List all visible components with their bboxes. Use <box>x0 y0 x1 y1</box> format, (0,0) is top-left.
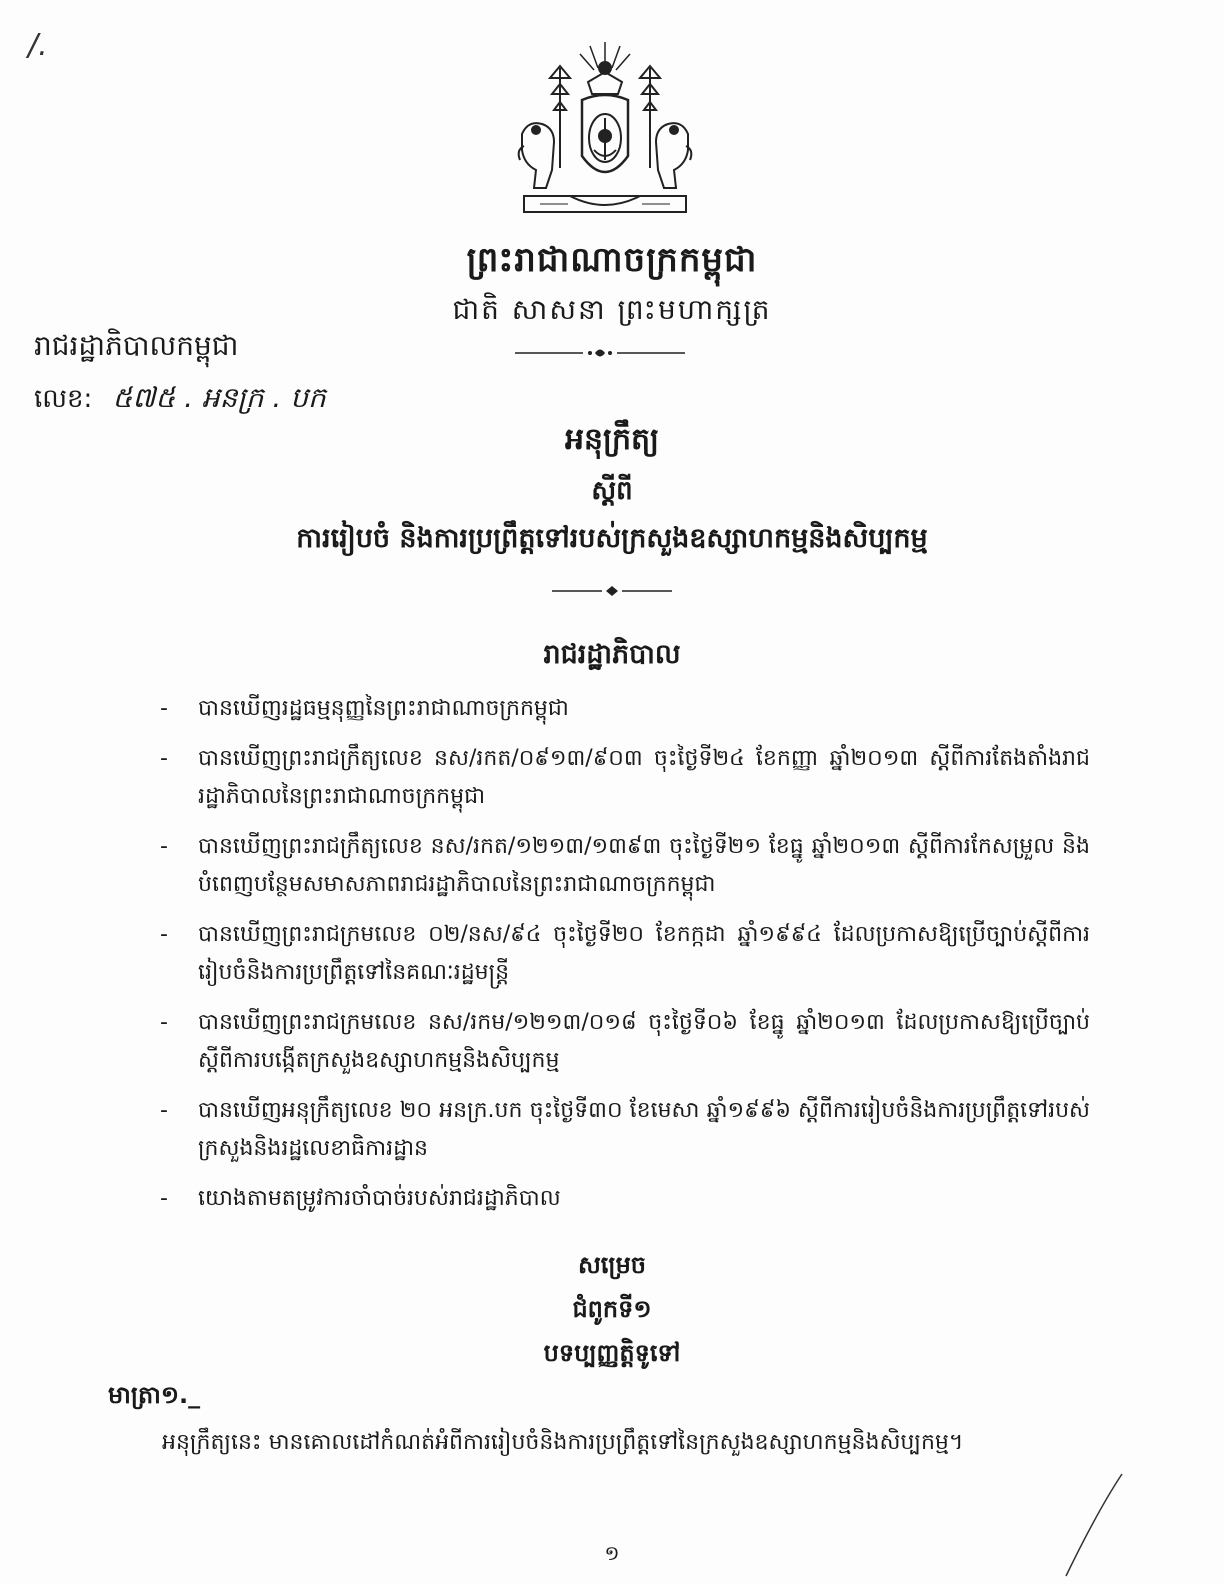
ornament-divider-icon <box>515 346 685 360</box>
reference-number-label: លេខ: <box>34 384 93 414</box>
corner-handwritten-mark: /. <box>28 28 48 63</box>
chapter-title: បទប្បញ្ញត្តិទូទៅ <box>543 1339 681 1367</box>
document-type: អនុក្រឹត្យ <box>564 422 660 457</box>
page-number: ១ <box>604 1541 620 1565</box>
list-item: - បានឃើញព្រះរាជក្រឹត្យលេខ នស/រកត/០៩១៣/៩០៣ ចុះថ្ងៃទី២៤ ខែកញ្ញា ឆ្នាំ២០១៣ ស្តីពីការតែងតាំងរាជរដ្ឋាភិបាលនៃព្រះរាជាណាចក្រកម្ពុជា <box>160 746 1090 809</box>
list-item: - យោងតាមតម្រូវការចាំបាច់របស់រាជរដ្ឋាភិបាល <box>160 1186 561 1211</box>
list-item: - បានឃើញព្រះរាជក្រមលេខ ០២/នស/៩៤ ចុះថ្ងៃទី២០ ខែកក្កដា ឆ្នាំ១៩៩៤ ដែលប្រកាសឱ្យប្រើច្បាប់ស្តីពីការរៀបចំនិងការប្រព្រឹត្តទៅនៃគណៈរដ្ឋមន្ត្រី <box>160 922 1090 985</box>
list-item: - បានឃើញអនុក្រឹត្យលេខ ២០ អនក្រ.បក ចុះថ្ងៃទី៣០ ខែមេសា ឆ្នាំ១៩៩៦ ស្តីពីការរៀបចំនិងការប្រព្រឹត្តទៅរបស់ក្រសួងនិងរដ្ឋលេខាធិការដ្ឋាន <box>160 1098 1090 1161</box>
article-label: មាត្រា១._ <box>108 1381 201 1409</box>
issuing-government: រាជរដ្ឋាភិបាលកម្ពុជា <box>34 329 239 362</box>
royal-emblem-icon <box>510 38 700 218</box>
signature-stroke-icon <box>1058 1470 1128 1580</box>
kingdom-name: ព្រះរាជាណាចក្រកម្ពុជា <box>466 240 758 280</box>
list-item: - បានឃើញរដ្ឋធម្មនុញ្ញនៃព្រះរាជាណាចក្រកម្ពុជា <box>160 696 569 721</box>
list-item: - បានឃើញព្រះរាជក្រឹត្យលេខ នស/រកត/១២១៣/១៣៩៣ ចុះថ្ងៃទី២១ ខែធ្នូ ឆ្នាំ២០១៣ ស្តីពីការកែសម្រួល និងបំពេញបន្ថែមសមាសភាពរាជរដ្ឋាភិបាលនៃព្រះរាជាណាចក្រកម្ពុជា <box>160 834 1090 897</box>
preamble-list <box>160 690 1090 1230</box>
chapter-number: ជំពូកទី១ <box>572 1295 652 1323</box>
article-body: អនុក្រឹត្យនេះ មានគោលដៅកំណត់អំពីការរៀបចំនិងការប្រព្រឹត្តទៅនៃក្រសួងឧស្សាហកម្មនិងសិប្បកម្ម។ <box>162 1430 964 1455</box>
national-motto: ជាតិ សាសនា ព្រះមហាក្សត្រ <box>452 293 772 326</box>
list-item: - បានឃើញព្រះរាជក្រមលេខ នស/រកម/១២១៣/០១៨ ចុះថ្ងៃទី០៦ ខែធ្នូ ឆ្នាំ២០១៣ ដែលប្រកាសឱ្យប្រើច្បាប់ស្តីពីការបង្កើតក្រសួងឧស្សាហកម្មនិងសិប្បកម្ម <box>160 1010 1090 1073</box>
government-heading: រាជរដ្ឋាភិបាល <box>543 639 681 670</box>
document-subject: ការរៀបចំ និងការប្រព្រឹត្តទៅរបស់ក្រសួងឧស្សាហកម្មនិងសិប្បកម្ម <box>296 523 928 554</box>
reference-number <box>34 380 326 421</box>
document-about: ស្តីពី <box>591 476 633 506</box>
decision-heading: សម្រេច <box>577 1251 647 1279</box>
reference-number-value: ៥៧៥ . អនក្រ . បក <box>112 381 326 414</box>
small-ornament-divider-icon <box>552 584 672 598</box>
